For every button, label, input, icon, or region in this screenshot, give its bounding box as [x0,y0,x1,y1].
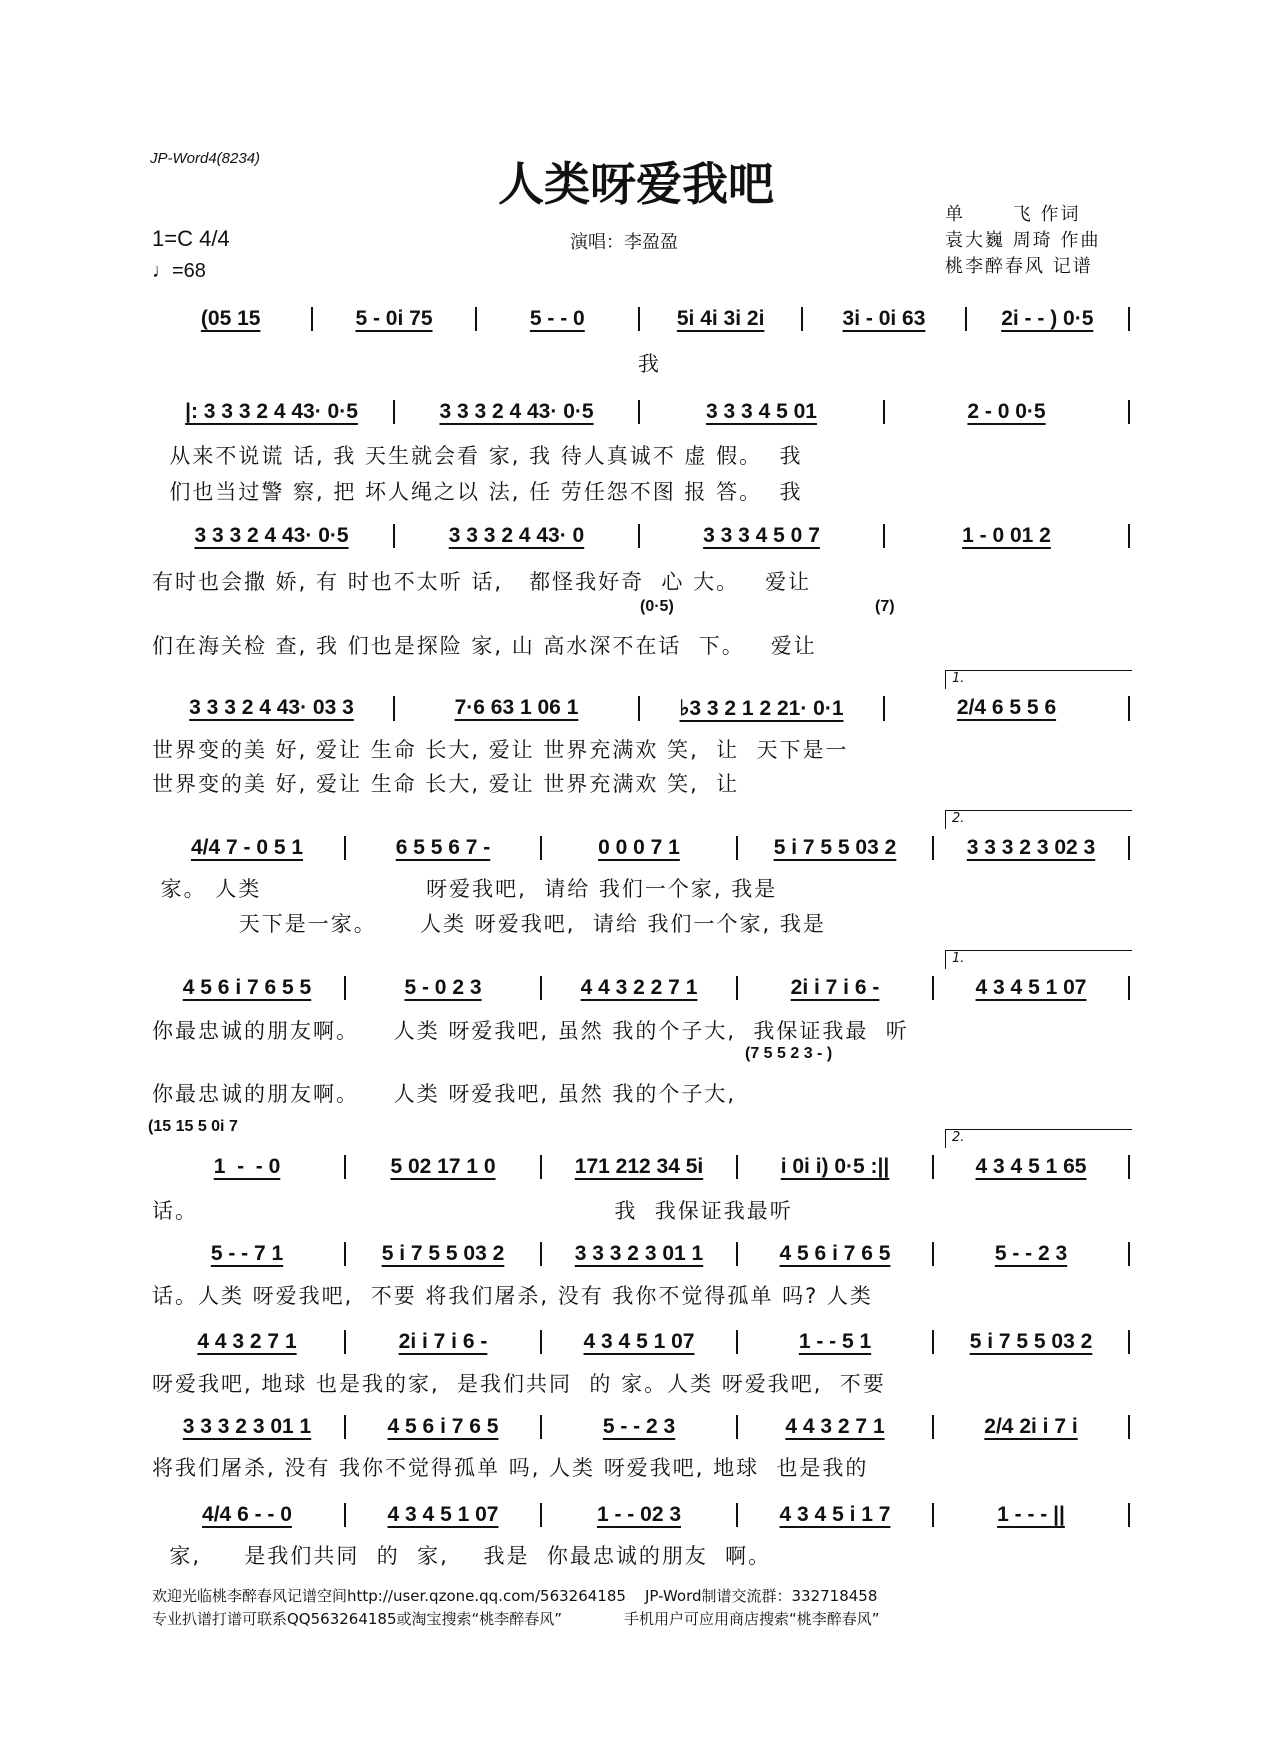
measure: 2i - - ) 0·5 [967,307,1130,331]
lyric-line: 你最忠诚的朋友啊。 人类 呀爱我吧, 虽然 我的个子大, 我保证我最 听 [152,1019,909,1043]
measure: 5 - 0i 75 [313,307,476,331]
key-signature: 1=C 4/4 [152,226,230,251]
notation-row [150,836,1130,860]
measure: 3 3 3 4 5 01 [640,400,885,424]
lyric-line: 家。 人类 呀爱我吧, 请给 我们一个家, 我是 [152,877,778,901]
lyric-line: 话。 我 我保证我最听 [152,1199,793,1223]
measure: 5 - 0 2 3 [346,976,542,1000]
footer-line-1: 欢迎光临桃李醉春风记谱空间http://user.qzone.qq.com/563264185 JP-Word制谱交流群：332718458 [152,1587,878,1605]
notation-row [150,524,1130,548]
footer-line-2: 专业扒谱打谱可联系QQ563264185或淘宝搜索“桃李醉春风” 手机用户可应用商店搜索“桃李醉春风” [152,1610,880,1628]
measure: 4 3 4 5 1 07 [934,976,1130,1000]
measure: 3 3 3 2 3 02 3 [934,836,1130,860]
measure: 4 5 6 i 7 6 5 [346,1415,542,1439]
measure: 4/4 7 - 0 5 1 [150,836,346,860]
lyric-line: 呀爱我吧, 地球 也是我的家, 是我们共同 的 家。人类 呀爱我吧, 不要 [152,1372,886,1396]
measure: 4 5 6 i 7 6 5 5 [150,976,346,1000]
measure: ♭3 3 2 1 2 21· 0·1 [640,696,885,721]
lyric-line: 我 [152,352,661,376]
measure: 0 0 0 7 1 [542,836,738,860]
lyric-line: 从来不说谎 话, 我 天生就会看 家, 我 待人真诚不 虚 假。 我 [152,444,803,468]
lyric-line: 们也当过警 察, 把 坏人绳之以 法, 任 劳任怨不图 报 答。 我 [152,480,803,504]
measure: 1 - - 02 3 [542,1503,738,1527]
measure: 5 i 7 5 5 03 2 [934,1330,1130,1354]
measure: 5 02 17 1 0 [346,1155,542,1179]
lyric-line: 话。人类 呀爱我吧, 不要 将我们屠杀, 没有 我你不觉得孤单 吗? 人类 [152,1284,873,1308]
measure: 3 3 3 2 4 43· 0·5 [150,524,395,548]
measure: 4 3 4 5 i 1 7 [738,1503,934,1527]
measure: 171 212 34 5i [542,1155,738,1179]
volta-bracket: 1. [945,670,1132,689]
software-label: JP-Word4(8234) [150,150,261,167]
measure: 4 4 3 2 7 1 [738,1415,934,1439]
measure: 3 3 3 2 4 43· 0 [395,524,640,548]
measure: 3 3 3 4 5 0 7 [640,524,885,548]
measure: 4 3 4 5 1 65 [934,1155,1130,1179]
lyric-line: 将我们屠杀, 没有 我你不觉得孤单 吗, 人类 呀爱我吧, 地球 也是我的 [152,1456,869,1480]
lyric-line: 家, 是我们共同 的 家, 我是 你最忠诚的朋友 啊。 [152,1544,772,1568]
measure: i 0i i) 0·5 :|| [738,1155,934,1179]
volta-bracket: 2. [945,810,1132,829]
lyric-line: 们在海关检 查, 我 们也是探险 家, 山 高水深不在话 下。 爱让 [152,634,817,658]
lyric-line: 世界变的美 好, 爱让 生命 长大, 爱让 世界充满欢 笑, 让 [152,772,740,796]
measure: 5 - - 0 [477,307,640,331]
measure: 5i 4i 3i 2i [640,307,803,331]
measure: |: 3 3 3 2 4 43· 0·5 [150,400,395,424]
volta-bracket: 2. [945,1129,1132,1148]
measure: 2i i 7 i 6 - [738,976,934,1000]
lyric-line: 有时也会撒 娇, 有 时也不太听 话, 都怪我好奇 心 大。 爱让 [152,570,812,594]
notation-row [150,1503,1130,1527]
measure: 4 3 4 5 1 07 [346,1503,542,1527]
measure: 5 - - 2 3 [934,1242,1130,1266]
composer: 袁大巍 周琦 作曲 [945,230,1101,251]
notation-row [150,1330,1130,1354]
measure: 3 3 3 2 3 01 1 [150,1415,346,1439]
measure: 3 3 3 2 4 43· 03 3 [150,696,395,721]
measure: 4/4 6 - - 0 [150,1503,346,1527]
credits [945,202,1100,280]
alternate-notes: (7 5 5 2 3 - ) [745,1045,833,1062]
notation-row [150,976,1130,1000]
measure: 5 i 7 5 5 03 2 [738,836,934,860]
measure: 4 4 3 2 7 1 [150,1330,346,1354]
measure: 4 3 4 5 1 07 [542,1330,738,1354]
notation-row [150,307,1130,331]
measure: 4 5 6 i 7 6 5 [738,1242,934,1266]
song-title: 人类呀爱我吧 [498,157,774,211]
notation-row [150,1415,1130,1439]
measure: 3 3 3 2 4 43· 0·5 [395,400,640,424]
lyric-line: 天下是一家。 人类 呀爱我吧, 请给 我们一个家, 我是 [152,912,826,936]
notation-row [150,400,1130,424]
measure: 1 - - - || [934,1503,1130,1527]
measure: 3 3 3 2 3 01 1 [542,1242,738,1266]
measure: 2/4 6 5 5 6 [885,696,1130,721]
singer: 演唱：李盈盈 [570,232,678,253]
measure: 2i i 7 i 6 - [346,1330,542,1354]
measure: 5 - - 2 3 [542,1415,738,1439]
notation-row [150,696,1130,721]
volta-bracket: 1. [945,950,1132,969]
notation-row [150,1155,1130,1179]
alternate-notes: (7) [875,598,895,615]
measure: 4 4 3 2 2 7 1 [542,976,738,1000]
measure: 5 i 7 5 5 03 2 [346,1242,542,1266]
alternate-notes: (15 15 5 0i 7 [148,1118,238,1135]
tempo: ♩=68 [152,260,206,282]
transcriber: 桃李醉春风 记谱 [945,256,1093,277]
measure: 1 - - 0 [150,1155,346,1179]
lyric-line: 世界变的美 好, 爱让 生命 长大, 爱让 世界充满欢 笑, 让 天下是一 [152,738,849,762]
measure: 3i - 0i 63 [803,307,966,331]
alternate-notes: (0·5) [640,598,674,615]
lyric-line: 你最忠诚的朋友啊。 人类 呀爱我吧, 虽然 我的个子大, [152,1082,737,1106]
measure: 2/4 2i i 7 i [934,1415,1130,1439]
measure: (05 15 [150,307,313,331]
notation-row [150,1242,1130,1266]
measure: 7·6 63 1 06 1 [395,696,640,721]
measure: 1 - - 5 1 [738,1330,934,1354]
measure: 5 - - 7 1 [150,1242,346,1266]
measure: 1 - 0 01 2 [885,524,1130,548]
measure: 2 - 0 0·5 [885,400,1130,424]
lyricist: 单 飞 作词 [945,204,1081,225]
measure: 6 5 5 6 7 - [346,836,542,860]
